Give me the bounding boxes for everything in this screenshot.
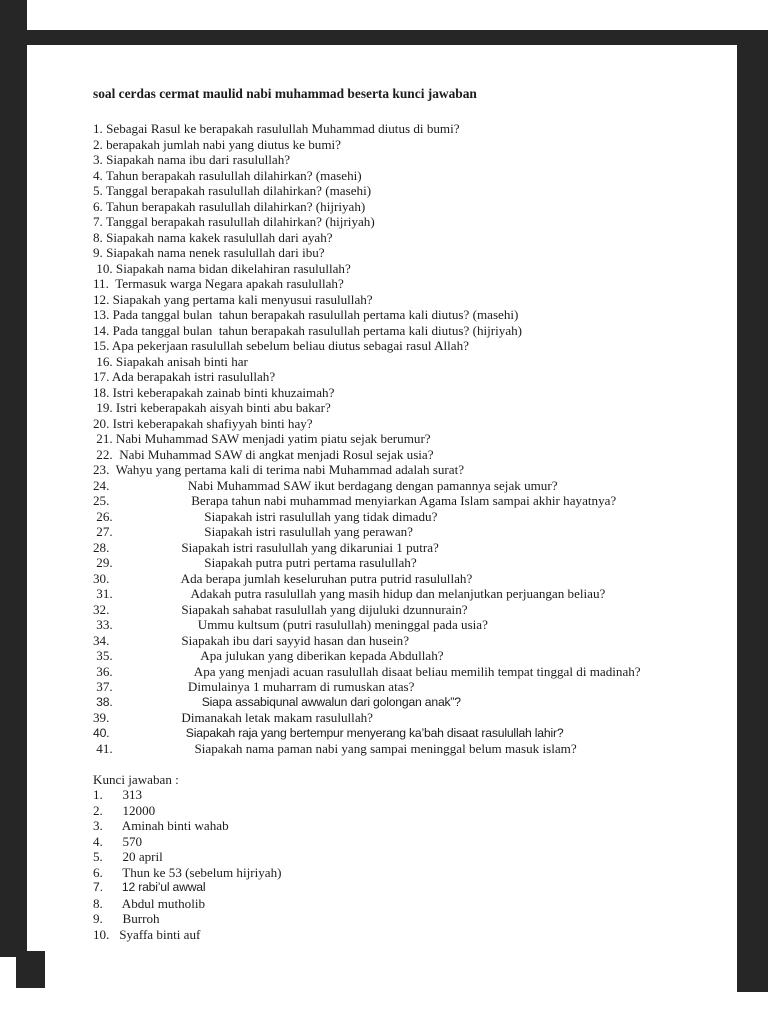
document-title: soal cerdas cermat maulid nabi muhammad beserta kunci jawaban xyxy=(93,86,477,101)
question-line: 24. Nabi Muhammad SAW ikut berdagang dengan pamannya sejak umur? xyxy=(93,477,558,493)
question-line: 38. Siapa assabiqunal awwalun dari golongan anak”? xyxy=(93,694,461,709)
question-line: 12. Siapakah yang pertama kali menyusui rasulullah? xyxy=(93,291,373,307)
question-line: 28. Siapakah istri rasulullah yang dikaruniai 1 putra? xyxy=(93,539,439,555)
viewer-frame-right xyxy=(737,30,768,992)
question-line: 39. Dimanakah letak makam rasulullah? xyxy=(93,710,373,725)
question-line: 13. Pada tanggal bulan tahun berapakah rasulullah pertama kali diutus? (masehi) xyxy=(93,307,519,322)
question-line: 30. Ada berapa jumlah keseluruhan putra putrid rasulullah? xyxy=(93,570,473,586)
question-line: 19. Istri keberapakah aisyah binti abu bakar? xyxy=(93,400,331,415)
answer-line: 2. 12000 xyxy=(93,802,156,818)
question-line: 3. Siapakah nama ibu dari rasulullah? xyxy=(93,152,291,167)
answer-line: 8. Abdul mutholib xyxy=(93,895,206,911)
question-line: 34. Siapakah ibu dari sayyid hasan dan husein? xyxy=(93,632,410,648)
question-line: 40. Siapakah raja yang bertempur menyerang ka’bah disaat rasulullah lahir? xyxy=(93,725,564,740)
question-line: 35. Apa julukan yang diberikan kepada Abdullah? xyxy=(93,648,444,663)
viewer-frame-bottom-left-square xyxy=(16,951,45,988)
question-line: 9. Siapakah nama nenek rasulullah dari ibu? xyxy=(93,245,325,260)
answer-line: 3. Aminah binti wahab xyxy=(93,818,229,833)
question-list xyxy=(93,121,734,757)
question-line: 26. Siapakah istri rasulullah yang tidak dimadu? xyxy=(93,508,438,524)
question-line: 41. Siapakah nama paman nabi yang sampai meninggal belum masuk islam? xyxy=(93,741,577,756)
question-line: 15. Apa pekerjaan rasulullah sebelum beliau diutus sebagai rasul Allah? xyxy=(93,338,469,353)
question-line: 4. Tahun berapakah rasulullah dilahirkan? (masehi) xyxy=(93,167,362,183)
question-line: 25. Berapa tahun nabi muhammad menyiarkan Agama Islam sampai akhir hayatnya? xyxy=(93,493,617,508)
question-line: 32. Siapakah sahabat rasulullah yang dijuluki dzunnurain? xyxy=(93,601,468,617)
question-line: 23. Wahyu yang pertama kali di terima nabi Muhammad adalah surat? xyxy=(93,462,465,477)
viewer-frame-top xyxy=(0,30,737,45)
question-line: 14. Pada tanggal bulan tahun berapakah rasulullah pertama kali diutus? (hijriyah) xyxy=(93,322,523,338)
answer-line: 10. Syaffa binti auf xyxy=(93,926,201,942)
answer-key-heading: Kunci jawaban : xyxy=(93,771,179,787)
viewer-frame-left xyxy=(0,0,27,957)
question-line: 6. Tahun berapakah rasulullah dilahirkan? (hijriyah) xyxy=(93,198,366,214)
answer-line: 5. 20 april xyxy=(93,849,163,864)
answer-line: 7. 12 rabi’ul awwal xyxy=(93,880,206,894)
question-line: 5. Tanggal berapakah rasulullah dilahirkan? (masehi) xyxy=(93,183,372,198)
answer-line: 9. Burroh xyxy=(93,911,160,926)
question-line: 37. Dimulainya 1 muharram di rumuskan atas? xyxy=(93,679,415,694)
answer-list xyxy=(93,787,734,942)
question-line: 16. Siapakah anisah binti har xyxy=(93,353,248,369)
question-line: 22. Nabi Muhammad SAW di angkat menjadi Rosul sejak usia? xyxy=(93,446,434,462)
question-line: 18. Istri keberapakah zainab binti khuzaimah? xyxy=(93,384,335,400)
question-line: 20. Istri keberapakah shafiyyah binti hay? xyxy=(93,415,313,431)
question-line: 21. Nabi Muhammad SAW menjadi yatim piatu sejak berumur? xyxy=(93,431,431,446)
answer-line: 4. 570 xyxy=(93,833,143,849)
question-line: 31. Adakah putra rasulullah yang masih hidup dan melanjutkan perjuangan beliau? xyxy=(93,586,606,601)
question-line: 36. Apa yang menjadi acuan rasulullah disaat beliau memilih tempat tinggal di madinah? xyxy=(93,663,641,679)
question-line: 11. Termasuk warga Negara apakah rasulullah? xyxy=(93,276,344,291)
question-line: 33. Ummu kultsum (putri rasulullah) meninggal pada usia? xyxy=(93,617,488,632)
question-line: 27. Siapakah istri rasulullah yang perawan? xyxy=(93,524,413,539)
question-line: 29. Siapakah putra putri pertama rasulullah? xyxy=(93,555,417,570)
document-page xyxy=(93,86,734,942)
question-line: 2. berapakah jumlah nabi yang diutus ke bumi? xyxy=(93,136,341,152)
question-line: 17. Ada berapakah istri rasulullah? xyxy=(93,369,276,384)
question-line: 8. Siapakah nama kakek rasulullah dari ayah? xyxy=(93,229,333,245)
question-line: 10. Siapakah nama bidan dikelahiran rasulullah? xyxy=(93,260,351,276)
question-line: 7. Tanggal berapakah rasulullah dilahirkan? (hijriyah) xyxy=(93,214,375,229)
answer-line: 6. Thun ke 53 (sebelum hijriyah) xyxy=(93,864,282,880)
question-line: 1. Sebagai Rasul ke berapakah rasulullah Muhammad diutus di bumi? xyxy=(93,121,460,136)
answer-line: 1. 313 xyxy=(93,787,143,802)
